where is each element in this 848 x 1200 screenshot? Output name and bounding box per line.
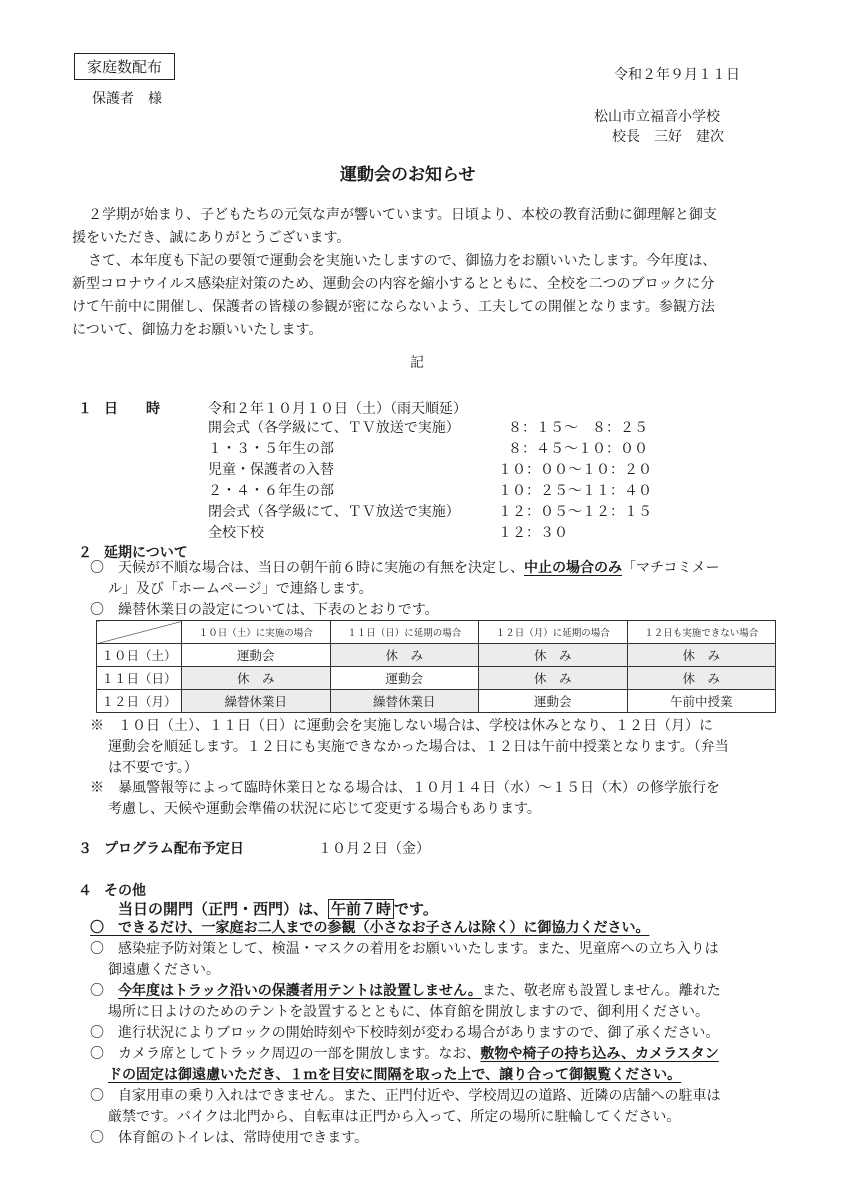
parking-item-line2: 厳禁です。バイクは北門から、自転車は正門から入って、所定の場所に駐輪してください。	[108, 1109, 681, 1125]
intro-line: について、御協力をお願いいたします。	[72, 322, 323, 338]
distribution-label: 家庭数配布	[74, 53, 175, 80]
schedule-row	[208, 460, 652, 481]
schedule-row	[208, 523, 652, 544]
intro-paragraph	[72, 204, 772, 342]
note-line: ※ 暴風警報等によって臨時休業日となる場合は、１０月１４日（水）〜１５日（木）の修学旅行を	[90, 780, 720, 796]
table-corner	[97, 621, 182, 644]
table-row-head: １０日（土）	[97, 644, 182, 667]
postpone-text: 〇 天候が不順な場合は、当日の朝午前６時に実施の有無を決定し、	[90, 560, 524, 576]
infection-item-line2: 御遠慮ください。	[108, 962, 220, 978]
infection-item: 〇 感染症予防対策として、検温・マスクの着用をお願いいたします。また、児童席への立ち入りは	[90, 941, 719, 957]
gate-opening	[118, 898, 438, 919]
table-cell: 運動会	[330, 667, 479, 690]
schedule-label: 開会式（各学級にて、ＴＶ放送で実施）	[208, 420, 460, 436]
section2-heading: 延期について	[104, 545, 188, 561]
section3-number: ３	[78, 841, 92, 857]
program-date: １０月２日（金）	[318, 841, 430, 857]
table-cell: 運動会	[479, 690, 628, 713]
intro-line: けて午前中に開催し、保護者の皆様の参観が密にならないよう、工夫しての開催となります。参観方法	[72, 299, 715, 315]
addressee: 保護者 様	[92, 91, 162, 107]
note-line: 運動会を順延します。１２日にも実施できなかった場合は、１２日は午前中授業となります。（弁当	[108, 739, 729, 755]
section3-heading: プログラム配布予定日	[104, 841, 244, 857]
schedule-label: 児童・保護者の入替	[208, 462, 334, 478]
holiday-table	[96, 620, 776, 713]
table-header: １２日（月）に延期の場合	[479, 621, 628, 644]
note-postpone	[90, 716, 729, 779]
table-row-head: １１日（日）	[97, 667, 182, 690]
table-header: １２日も実施できない場合	[627, 621, 776, 644]
postpone-text-cont: 「マチコミメー	[622, 560, 720, 576]
note-line: は不要です。）	[108, 760, 198, 776]
note-line: 考慮し、天候や運動会準備の状況に応じて変更する場合もあります。	[108, 801, 541, 817]
table-header: １１日（日）に延期の場合	[330, 621, 479, 644]
section1-heading: 日 時	[104, 401, 160, 417]
schedule-row	[208, 418, 652, 439]
section4-heading: その他	[104, 883, 146, 899]
tent-text-line2: 場所に日よけのためのテントを設置するとともに、体育館を開放しますので、御利用ください。	[108, 1004, 710, 1020]
camera-emphasis: 敷物や椅子の持ち込み、カメラスタン	[480, 1046, 719, 1062]
cancel-only-emphasis: 中止の場合のみ	[524, 560, 622, 576]
schedule-label: １・３・５年生の部	[208, 441, 334, 457]
schedule-label: 閉会式（各学級にて、ＴＶ放送で実施）	[208, 504, 460, 520]
intro-line: さて、本年度も下記の要領で運動会を実施いたしますので、御協力をお願いいたします。今年度は、	[88, 253, 717, 269]
visitor-limit-item: 〇 できるだけ、一家庭お二人までの参観（小さなお子さんは除く）に御協力ください。	[90, 920, 650, 936]
schedule-label: ２・４・６年生の部	[208, 483, 334, 499]
section1-number: １	[78, 401, 92, 417]
table-cell: 休 み	[330, 644, 479, 667]
camera-emphasis-line2: ドの固定は御遠慮いただき、１ｍを目安に間隔を取った上で、譲り合って御観覧ください。	[108, 1067, 682, 1083]
other-items	[90, 918, 721, 1149]
schedule-time: １０：００〜１０：２０	[498, 462, 652, 478]
table-cell: 午前中授業	[627, 690, 776, 713]
schedule-time: １２：３０	[498, 525, 568, 541]
note-line: ※ １０日（土）、１１日（日）に運動会を実施しない場合は、学校は休みとなり、１２日（月）に	[90, 718, 713, 734]
table-cell: 休 み	[627, 644, 776, 667]
schedule-row	[208, 481, 652, 502]
postpone-text-line2: ル」及び「ホームページ」で連絡します。	[108, 581, 373, 597]
schedule-row	[208, 502, 652, 523]
makeup-holiday-item: 〇 繰替休業日の設定については、下表のとおりです。	[90, 602, 439, 618]
gate-time: 午前７時	[328, 899, 394, 919]
intro-line: 新型コロナウイルス感染症対策のため、運動会の内容を縮小するとともに、全校を二つのブロックに分	[72, 276, 715, 292]
page-title: 運動会のお知らせ	[340, 165, 476, 185]
table-cell: 運動会	[182, 644, 331, 667]
school-name: 松山市立福音小学校	[594, 109, 720, 125]
table-row	[97, 667, 776, 690]
section2-number: ２	[78, 545, 92, 561]
schedule-time: １２：０５〜１２：１５	[498, 504, 652, 520]
tent-text: また、敬老席も設置しません。離れた	[481, 983, 721, 999]
progress-item: 〇 進行状況によりブロックの開始時刻や下校時刻が変わる場合がありますので、御了承ください。	[90, 1025, 720, 1041]
tent-emphasis: 今年度はトラック沿いの保護者用テントは設置しません。	[118, 983, 482, 999]
schedule-time: ８：１５〜 ８：２５	[508, 420, 648, 436]
issue-date: 令和２年９月１１日	[614, 67, 740, 83]
intro-line: ２学期が始まり、子どもたちの元気な声が響いています。日頃より、本校の教育活動に御理解と御支	[88, 207, 717, 223]
section4-number: ４	[78, 883, 92, 899]
schedule-time: ８：４５〜１０：００	[508, 441, 648, 457]
table-row	[97, 690, 776, 713]
event-date: 令和２年１０月１０日（土）（雨天順延）	[208, 401, 467, 417]
schedule-list	[208, 418, 652, 544]
principal-name: 校長 三好 建次	[612, 129, 724, 145]
table-cell: 繰替休業日	[182, 690, 331, 713]
table-cell: 休 み	[627, 667, 776, 690]
toilet-item: 〇 体育館のトイレは、常時使用できます。	[90, 1130, 369, 1146]
intro-line: 援をいただき、誠にありがとうございます。	[72, 230, 351, 246]
parking-item: 〇 自家用車の乗り入れはできません。また、正門付近や、学校周辺の道路、近隣の店舗への駐車は	[90, 1088, 721, 1104]
table-row	[97, 644, 776, 667]
camera-text: 〇 カメラ席としてトラック周辺の一部を開放します。なお、	[90, 1046, 481, 1062]
note-storm	[90, 778, 720, 820]
postpone-item	[90, 558, 719, 621]
ki-marker: 記	[410, 355, 424, 371]
gate-text: 当日の開門（正門・西門）は、	[118, 900, 329, 918]
table-cell: 休 み	[479, 644, 628, 667]
schedule-time: １０：２５〜１１：４０	[498, 483, 652, 499]
schedule-label: 全校下校	[208, 525, 264, 541]
table-cell: 繰替休業日	[330, 690, 479, 713]
table-cell: 休 み	[182, 667, 331, 690]
table-cell: 休 み	[479, 667, 628, 690]
table-row-head: １２日（月）	[97, 690, 182, 713]
schedule-row	[208, 439, 652, 460]
table-header: １０日（土）に実施の場合	[182, 621, 331, 644]
tent-bullet: 〇	[90, 983, 118, 999]
gate-text-end: です。	[394, 900, 438, 918]
